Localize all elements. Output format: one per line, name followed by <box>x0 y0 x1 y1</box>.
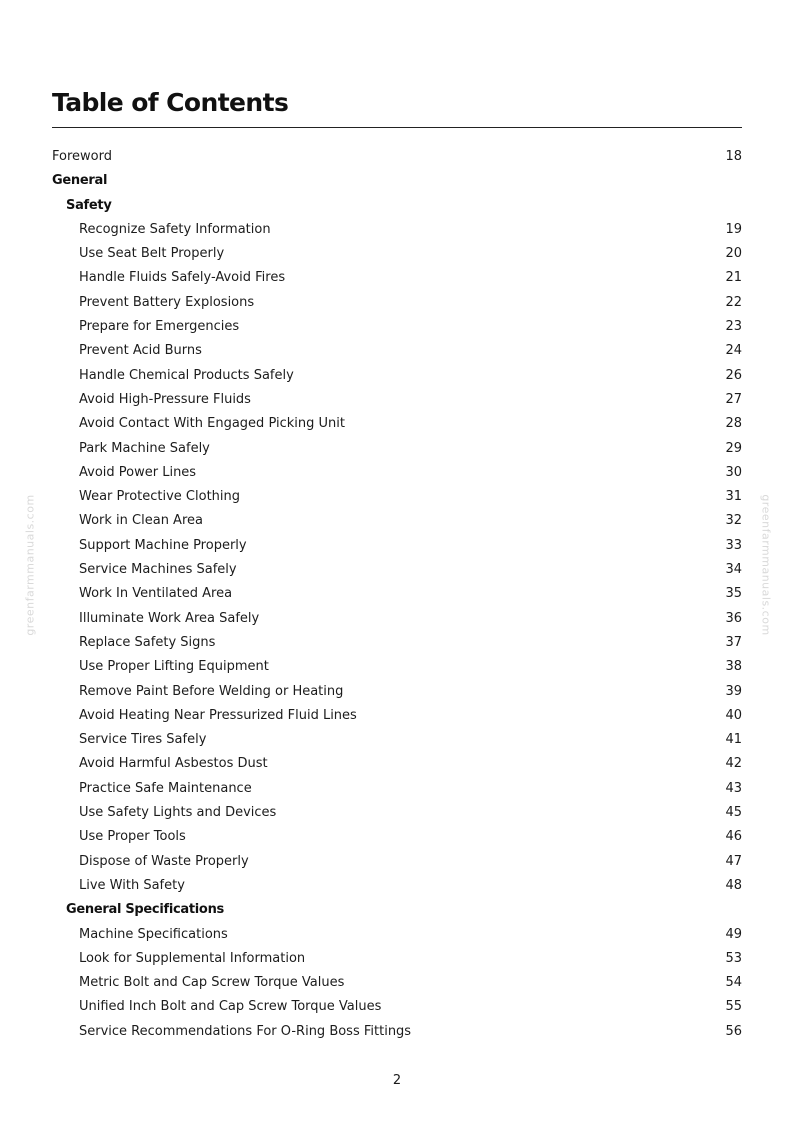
toc-entry-page-number: 55 <box>725 999 742 1015</box>
toc-entry-label: Avoid Heating Near Pressurized Fluid Lines <box>79 707 357 723</box>
toc-entry-label: Recognize Safety Information <box>79 221 271 237</box>
toc-entry-label: Handle Chemical Products Safely <box>79 367 294 383</box>
toc-entry-page-number: 43 <box>725 780 742 796</box>
toc-entry-label: Remove Paint Before Welding or Heating <box>79 683 344 699</box>
toc-entry-label: Support Machine Properly <box>79 537 247 553</box>
toc-entry-page-number: 35 <box>725 586 742 602</box>
toc-entry[interactable] <box>52 995 742 1019</box>
toc-entry[interactable] <box>52 461 742 485</box>
toc-entry-page-number: 32 <box>725 513 742 529</box>
toc-entry-page-number: 48 <box>725 877 742 893</box>
toc-entry-page-number: 38 <box>725 659 742 675</box>
toc-entry-page-number: 30 <box>725 464 742 480</box>
toc-entry-label: Service Machines Safely <box>79 562 237 578</box>
toc-entry-page-number: 33 <box>725 537 742 553</box>
toc-entry[interactable] <box>52 242 742 266</box>
title-divider <box>52 127 742 128</box>
toc-entry-label: Service Recommendations For O-Ring Boss Fittings <box>79 1023 412 1039</box>
toc-entry-label: Work In Ventilated Area <box>79 586 233 602</box>
toc-entry-page-number: 37 <box>725 634 742 650</box>
watermark-right: greenfarmmanuals.com <box>759 494 773 636</box>
toc-entry-label: Handle Fluids Safely-Avoid Fires <box>79 270 286 286</box>
toc-entry-label: Look for Supplemental Information <box>79 950 306 966</box>
toc-entry-page-number: 56 <box>725 1023 742 1039</box>
toc-entry-label: Use Proper Lifting Equipment <box>79 659 269 675</box>
toc-entry-page-number: 41 <box>725 732 742 748</box>
toc-entry[interactable] <box>52 485 742 509</box>
toc-entry-page-number: 36 <box>725 610 742 626</box>
toc-entry-label: Replace Safety Signs <box>79 634 216 650</box>
toc-entry-label: Prepare for Emergencies <box>79 319 240 335</box>
toc-entry-page-number: 42 <box>725 756 742 772</box>
toc-entry-label: Dispose of Waste Properly <box>79 853 249 869</box>
toc-entry-label: Illuminate Work Area Safely <box>79 610 260 626</box>
toc-entry[interactable] <box>52 874 742 898</box>
toc-entry-label: Practice Safe Maintenance <box>79 780 252 796</box>
toc-entry-label: General <box>52 173 108 189</box>
toc-entry-label: Use Proper Tools <box>79 829 186 845</box>
toc-entry-page-number: 18 <box>725 149 742 164</box>
toc-entry-page-number: 29 <box>725 440 742 456</box>
toc-entry-label: Unified Inch Bolt and Cap Screw Torque Values <box>79 999 382 1015</box>
toc-section-heading <box>52 169 742 193</box>
toc-entry-page-number: 39 <box>725 683 742 699</box>
toc-entry[interactable] <box>52 339 742 363</box>
toc-entry[interactable] <box>52 364 742 388</box>
toc-entry[interactable] <box>52 218 742 242</box>
toc-entry[interactable] <box>52 850 742 874</box>
toc-entry-page-number: 40 <box>725 707 742 723</box>
toc-entry-label: Use Safety Lights and Devices <box>79 805 277 821</box>
toc-entry-page-number: 47 <box>725 853 742 869</box>
toc-entry-label: Metric Bolt and Cap Screw Torque Values <box>79 975 345 991</box>
toc-entry[interactable] <box>52 558 742 582</box>
toc-entry-label: Avoid Power Lines <box>79 464 197 480</box>
toc-entry-label: Wear Protective Clothing <box>79 489 241 505</box>
toc-section-heading <box>52 898 742 922</box>
toc-entry-page-number: 28 <box>725 416 742 432</box>
toc-entry[interactable] <box>52 631 742 655</box>
toc-entry[interactable] <box>52 752 742 776</box>
toc-entry-page-number: 45 <box>725 805 742 821</box>
watermark-left: greenfarmmanuals.com <box>23 494 37 636</box>
toc-entry[interactable] <box>52 680 742 704</box>
toc-entry[interactable] <box>52 923 742 947</box>
toc-entry-page-number: 21 <box>725 270 742 286</box>
toc-entry[interactable] <box>52 388 742 412</box>
toc-entry[interactable] <box>52 655 742 679</box>
toc-entry-page-number: 54 <box>725 975 742 991</box>
toc-entry[interactable] <box>52 607 742 631</box>
toc-entry-page-number: 46 <box>725 829 742 845</box>
table-of-contents <box>52 145 742 1044</box>
toc-entry-page-number: 19 <box>725 221 742 237</box>
toc-entry-label: Park Machine Safely <box>79 440 210 456</box>
toc-entry-label: Avoid Harmful Asbestos Dust <box>79 756 268 772</box>
toc-entry-label: Prevent Acid Burns <box>79 343 202 359</box>
toc-entry[interactable] <box>52 777 742 801</box>
toc-entry-page-number: 34 <box>725 562 742 578</box>
toc-entry[interactable] <box>52 437 742 461</box>
toc-entry-label: Service Tires Safely <box>79 732 207 748</box>
toc-entry-label: Avoid High-Pressure Fluids <box>79 391 251 407</box>
toc-entry[interactable] <box>52 1020 742 1044</box>
toc-entry[interactable] <box>52 315 742 339</box>
toc-entry-page-number: 53 <box>725 950 742 966</box>
toc-entry-label: Foreword <box>52 149 112 164</box>
toc-entry-label: General Specifications <box>66 902 224 918</box>
toc-entry-label: Use Seat Belt Properly <box>79 246 225 262</box>
toc-entry[interactable] <box>52 801 742 825</box>
toc-entry-page-number: 20 <box>725 246 742 262</box>
toc-entry[interactable] <box>52 971 742 995</box>
toc-entry[interactable] <box>52 704 742 728</box>
toc-entry[interactable] <box>52 947 742 971</box>
page-title: Table of Contents <box>52 88 289 117</box>
toc-entry-label: Work in Clean Area <box>79 513 203 529</box>
toc-entry-page-number: 27 <box>725 391 742 407</box>
toc-entry-label: Prevent Battery Explosions <box>79 294 255 310</box>
toc-entry-page-number: 26 <box>725 367 742 383</box>
toc-entry[interactable] <box>52 825 742 849</box>
toc-entry[interactable] <box>52 145 742 169</box>
toc-entry[interactable] <box>52 728 742 752</box>
toc-entry[interactable] <box>52 582 742 606</box>
toc-entry[interactable] <box>52 266 742 290</box>
toc-entry[interactable] <box>52 291 742 315</box>
toc-entry[interactable] <box>52 534 742 558</box>
toc-entry-page-number: 23 <box>725 319 742 335</box>
toc-section-heading <box>52 194 742 218</box>
toc-entry-label: Machine Specifications <box>79 926 228 942</box>
page-number: 2 <box>392 1073 402 1088</box>
toc-entry-label: Avoid Contact With Engaged Picking Unit <box>79 416 345 432</box>
toc-entry-page-number: 31 <box>725 489 742 505</box>
toc-entry-label: Live With Safety <box>79 877 185 893</box>
toc-entry[interactable] <box>52 509 742 533</box>
toc-entry-page-number: 24 <box>725 343 742 359</box>
toc-entry[interactable] <box>52 412 742 436</box>
toc-entry-label: Safety <box>66 197 112 213</box>
toc-entry-page-number: 49 <box>725 926 742 942</box>
toc-entry-page-number: 22 <box>725 294 742 310</box>
